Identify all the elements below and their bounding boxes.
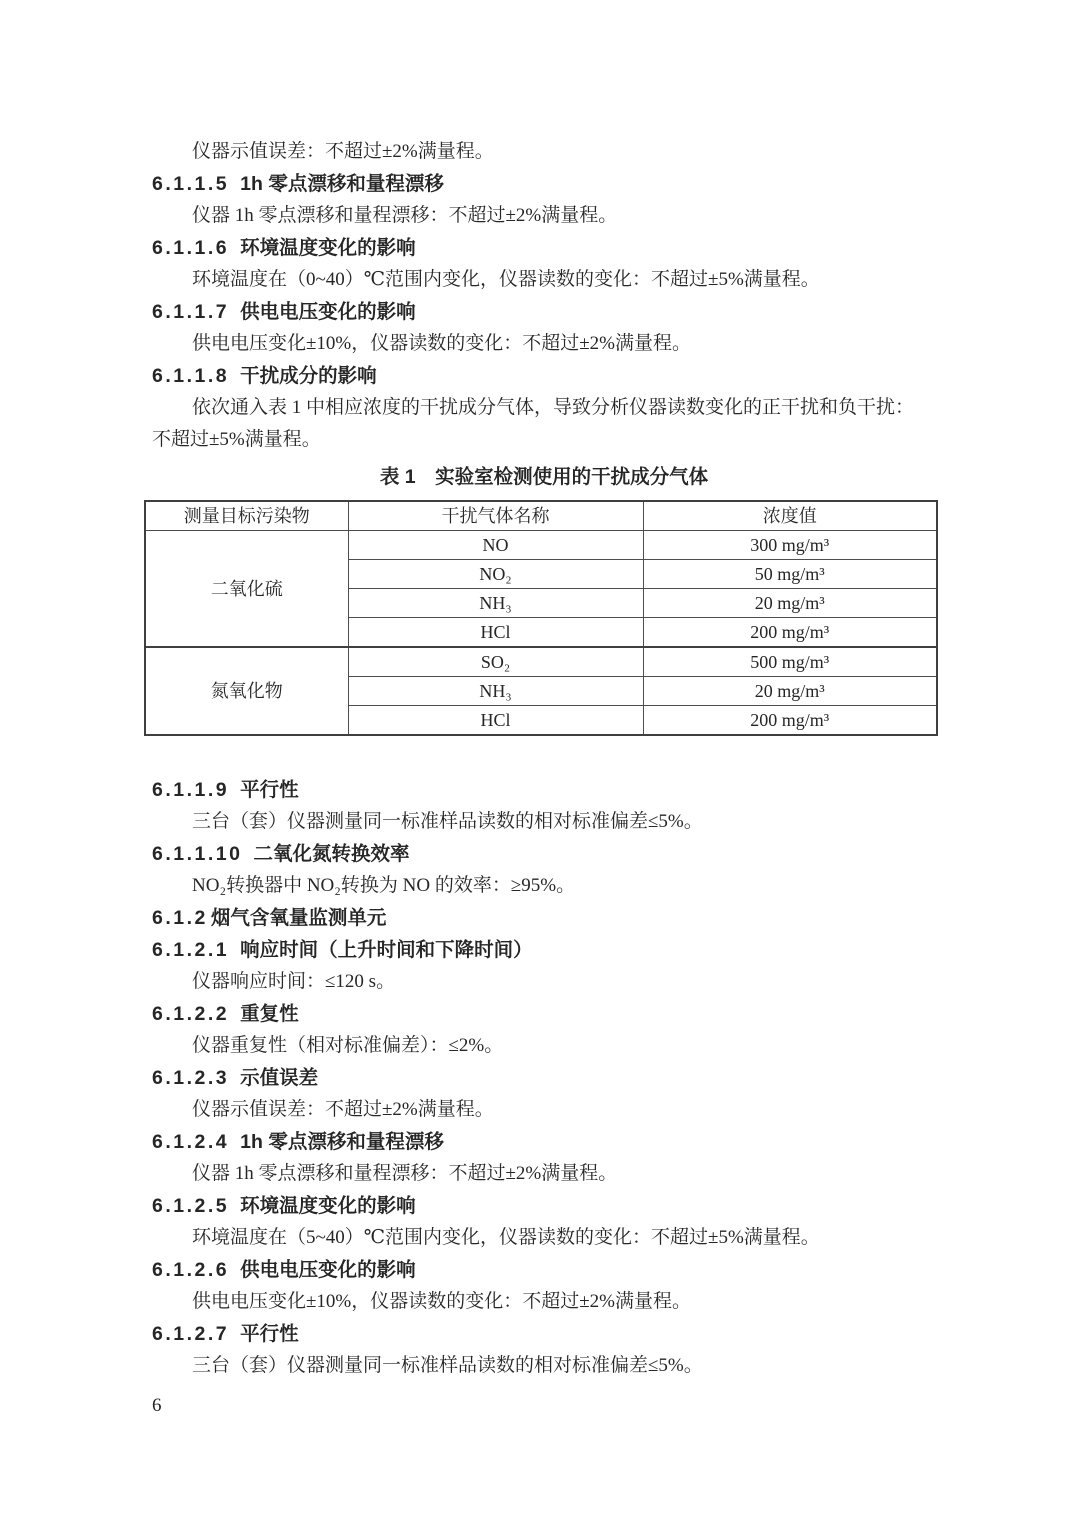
gas-cell: HCl: [348, 618, 643, 648]
section-number: 6.1.2.7: [152, 1323, 230, 1345]
pollutant-cell: 氮氧化物: [145, 647, 348, 735]
interference-gas-table: [144, 500, 938, 736]
section-heading-6117: [152, 296, 936, 328]
paragraph: 仪器重复性（相对标准偏差）：≤2%。: [192, 1035, 504, 1056]
paragraph: 仪器示值误差：不超过±2%满量程。: [192, 141, 494, 162]
paragraph: 仪器示值误差：不超过±2%满量程。: [192, 1099, 494, 1120]
paragraph: 供电电压变化±10%，仪器读数的变化：不超过±2%满量程。: [192, 1291, 692, 1312]
section-number: 6.1.2: [152, 907, 208, 929]
table-header-cell: 浓度值: [643, 501, 937, 531]
section-title: 平行性: [240, 779, 299, 801]
pollutant-cell: 二氧化硫: [145, 531, 348, 648]
section-title: 环境温度变化的影响: [240, 237, 416, 259]
paragraph: 依次通入表 1 中相应浓度的干扰成分气体，导致分析仪器读数变化的正干扰和负干扰：: [192, 397, 915, 418]
section-title: 二氧化氮转换效率: [253, 843, 410, 865]
section-heading-612: [152, 902, 936, 934]
value-cell: 200 mg/m³: [643, 618, 937, 648]
table-caption: 表 1 实验室检测使用的干扰成分气体: [379, 466, 709, 488]
section-number: 6.1.2.2: [152, 1003, 230, 1025]
section-title: 平行性: [240, 1323, 299, 1345]
value-cell: 300 mg/m³: [643, 531, 937, 560]
section-title: 供电电压变化的影响: [240, 301, 416, 323]
section-title: 1h 零点漂移和量程漂移: [240, 173, 444, 195]
section-heading-6115: [152, 168, 936, 200]
section-title: 干扰成分的影响: [240, 365, 377, 387]
section-number: 6.1.2.1: [152, 939, 230, 961]
section-number: 6.1.1.7: [152, 301, 230, 323]
section-number: 6.1.1.8: [152, 365, 230, 387]
paragraph: 仪器 1h 零点漂移和量程漂移：不超过±2%满量程。: [192, 205, 618, 226]
gas-cell: HCl: [348, 706, 643, 736]
paragraph: 供电电压变化±10%，仪器读数的变化：不超过±2%满量程。: [192, 333, 692, 354]
value-cell: 20 mg/m³: [643, 589, 937, 618]
section-heading-6124: [152, 1126, 936, 1158]
table-row: [145, 531, 937, 560]
value-cell: 500 mg/m³: [643, 647, 937, 677]
value-cell: 200 mg/m³: [643, 706, 937, 736]
section-heading-6119: [152, 774, 936, 806]
section-title: 供电电压变化的影响: [240, 1259, 416, 1281]
gas-cell: NH₃: [348, 677, 643, 706]
gas-cell: NH₃: [348, 589, 643, 618]
paragraph: 三台（套）仪器测量同一标准样品读数的相对标准偏差≤5%。: [192, 1355, 703, 1376]
section-number: 6.1.1.5: [152, 173, 230, 195]
section-heading-6118: [152, 360, 936, 392]
section-title: 示值误差: [240, 1067, 319, 1089]
section-number: 6.1.1.10: [152, 843, 243, 865]
section-number: 6.1.2.4: [152, 1131, 230, 1153]
section-heading-6126: [152, 1254, 936, 1286]
paragraph-continuation: 不超过±5%满量程。: [152, 429, 321, 450]
page-number: 6: [152, 1395, 162, 1416]
section-number: 6.1.2.6: [152, 1259, 230, 1281]
paragraph: NO₂转换器中 NO₂转换为 NO 的效率：≥95%。: [192, 875, 576, 896]
section-number: 6.1.1.9: [152, 779, 230, 801]
section-heading-6121: [152, 934, 936, 966]
paragraph: 环境温度在（0~40）℃范围内变化，仪器读数的变化：不超过±5%满量程。: [192, 269, 820, 290]
paragraph: 环境温度在（5~40）℃范围内变化，仪器读数的变化：不超过±5%满量程。: [192, 1227, 820, 1248]
section-heading-61110: [152, 838, 936, 870]
section-heading-6123: [152, 1062, 936, 1094]
section-title: 重复性: [240, 1003, 299, 1025]
value-cell: 50 mg/m³: [643, 560, 937, 589]
section-title: 响应时间（上升时间和下降时间）: [240, 939, 533, 961]
table-header-cell: 测量目标污染物: [145, 501, 348, 531]
section-heading-6116: [152, 232, 936, 264]
section-number: 6.1.2.3: [152, 1067, 230, 1089]
value-cell: 20 mg/m³: [643, 677, 937, 706]
section-title: 烟气含氧量监测单元: [210, 907, 387, 929]
section-number: 6.1.2.5: [152, 1195, 230, 1217]
section-number: 6.1.1.6: [152, 237, 230, 259]
table-row: [145, 647, 937, 677]
section-heading-6125: [152, 1190, 936, 1222]
table-header-cell: 干扰气体名称: [348, 501, 643, 531]
section-heading-6122: [152, 998, 936, 1030]
section-title: 环境温度变化的影响: [240, 1195, 416, 1217]
section-title: 1h 零点漂移和量程漂移: [240, 1131, 444, 1153]
gas-cell: NO: [348, 531, 643, 560]
table-header-row: [145, 501, 937, 531]
section-heading-6127: [152, 1318, 936, 1350]
paragraph: 仪器响应时间：≤120 s。: [192, 971, 396, 992]
paragraph: 仪器 1h 零点漂移和量程漂移：不超过±2%满量程。: [192, 1163, 618, 1184]
gas-cell: SO₂: [348, 647, 643, 677]
gas-cell: NO₂: [348, 560, 643, 589]
paragraph: 三台（套）仪器测量同一标准样品读数的相对标准偏差≤5%。: [192, 811, 703, 832]
